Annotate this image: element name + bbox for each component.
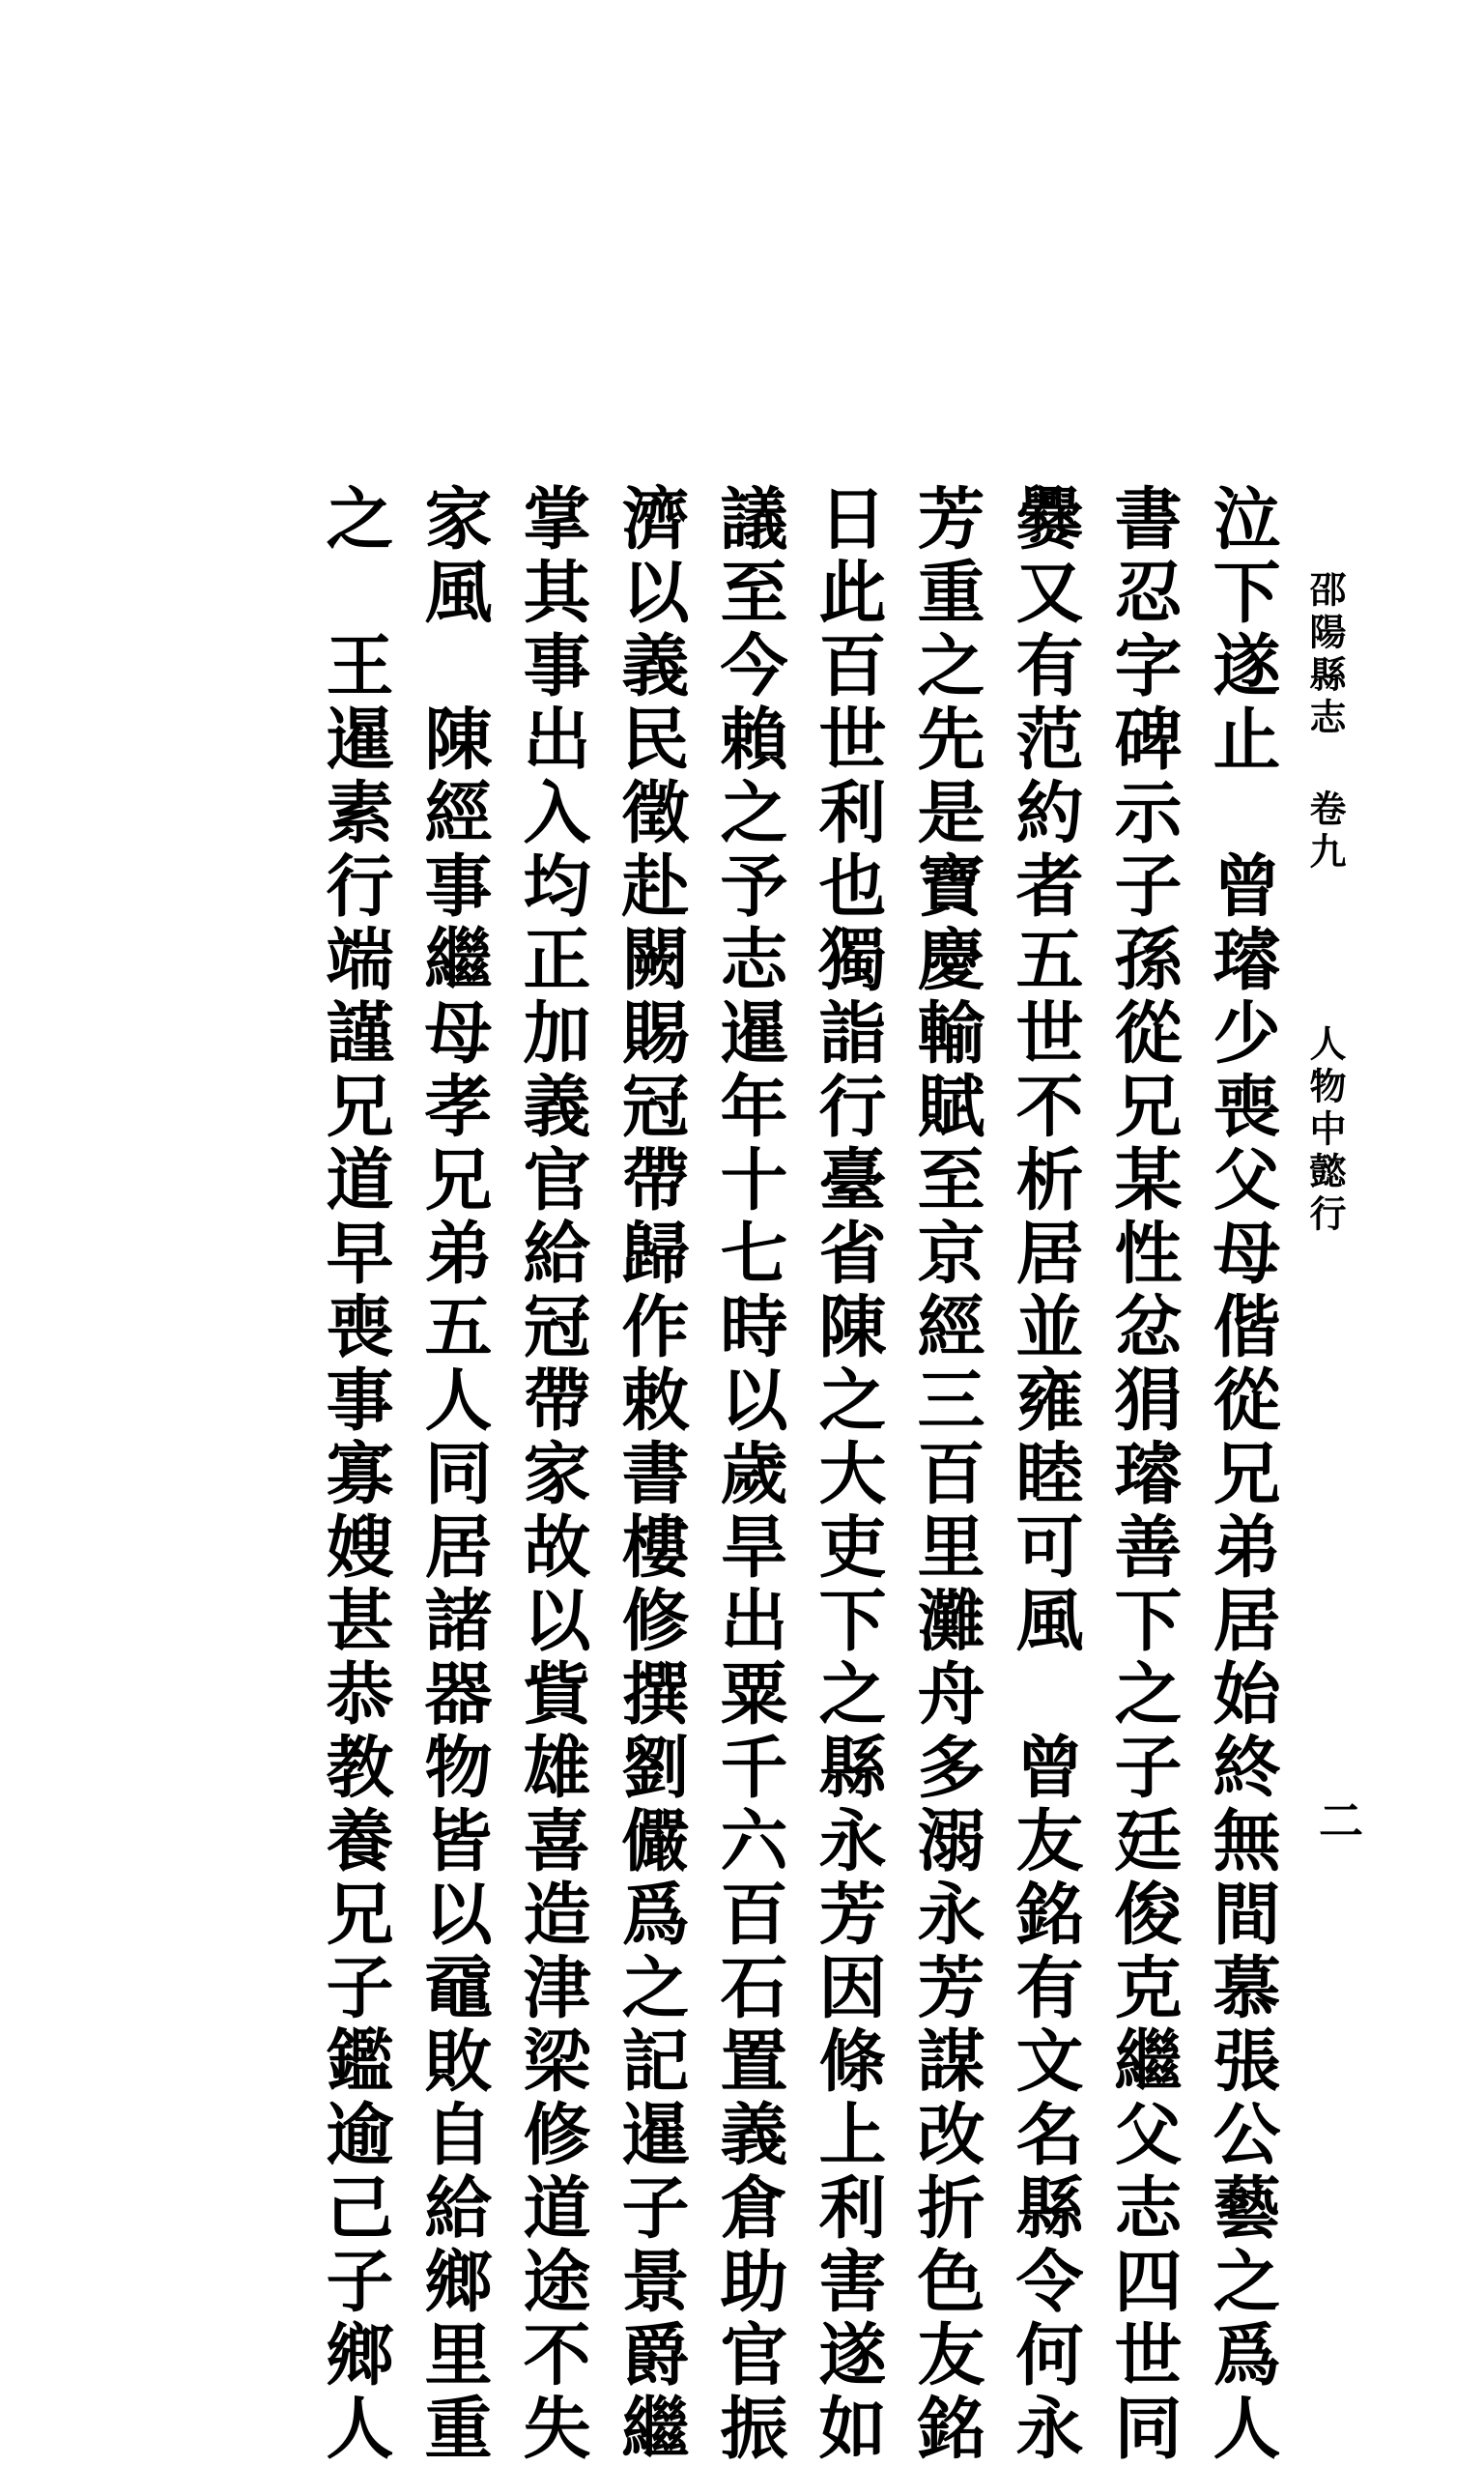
running-head-book-title: 邵陽縣志 卷九 (1303, 570, 1347, 875)
text-column: 濟以義民徵赴闕賜冠帶歸作敕書樓修撰劉儼爲之記暹子景爵繼 (611, 483, 691, 2466)
text-column: 爨又有范約者五世不析居並雍睦可風 曾友銘有文名縣令何永 (1005, 483, 1085, 2466)
text-column: 之 王暹素行端謹兄道早喪事寡嫂甚恭教養兄子鑑逾己子鄉人 (315, 483, 395, 2466)
main-text-block (305, 483, 1291, 2466)
text-column: 泣下遂止 曾璿少喪父母偕從兄弟居始終無間慕張公藝之爲人 (1202, 483, 1282, 2466)
page-number: 二 (1312, 1797, 1364, 1842)
text-column: 書忍字碑示子孫從兄某性忿狷璿善下之子廷俊克繼父志四世同 (1103, 483, 1184, 2466)
text-column: 議至今賴之予志暹年十七時以歲旱出粟千六百石置義倉助官振 (709, 483, 789, 2466)
running-head-section-title: 人物中懿行 (1303, 1024, 1347, 1237)
text-column: 掌其事出入均正加義官給冠帶家故以貲雄喜造津梁修道途不失 (512, 483, 592, 2466)
text-column: 日此百世利也獨詣行臺省陳之大吏下之縣永芳因條上利害遂如 (808, 483, 888, 2466)
text-column: 家風 陳經事繼母孝兄弟五人同居諸器物皆以黿敗自給鄉里重 (414, 483, 494, 2466)
text-column: 芳重之先是寶慶輸賦至京經三百里灘舟多溺永芳謀改折色友銘 (906, 483, 986, 2466)
